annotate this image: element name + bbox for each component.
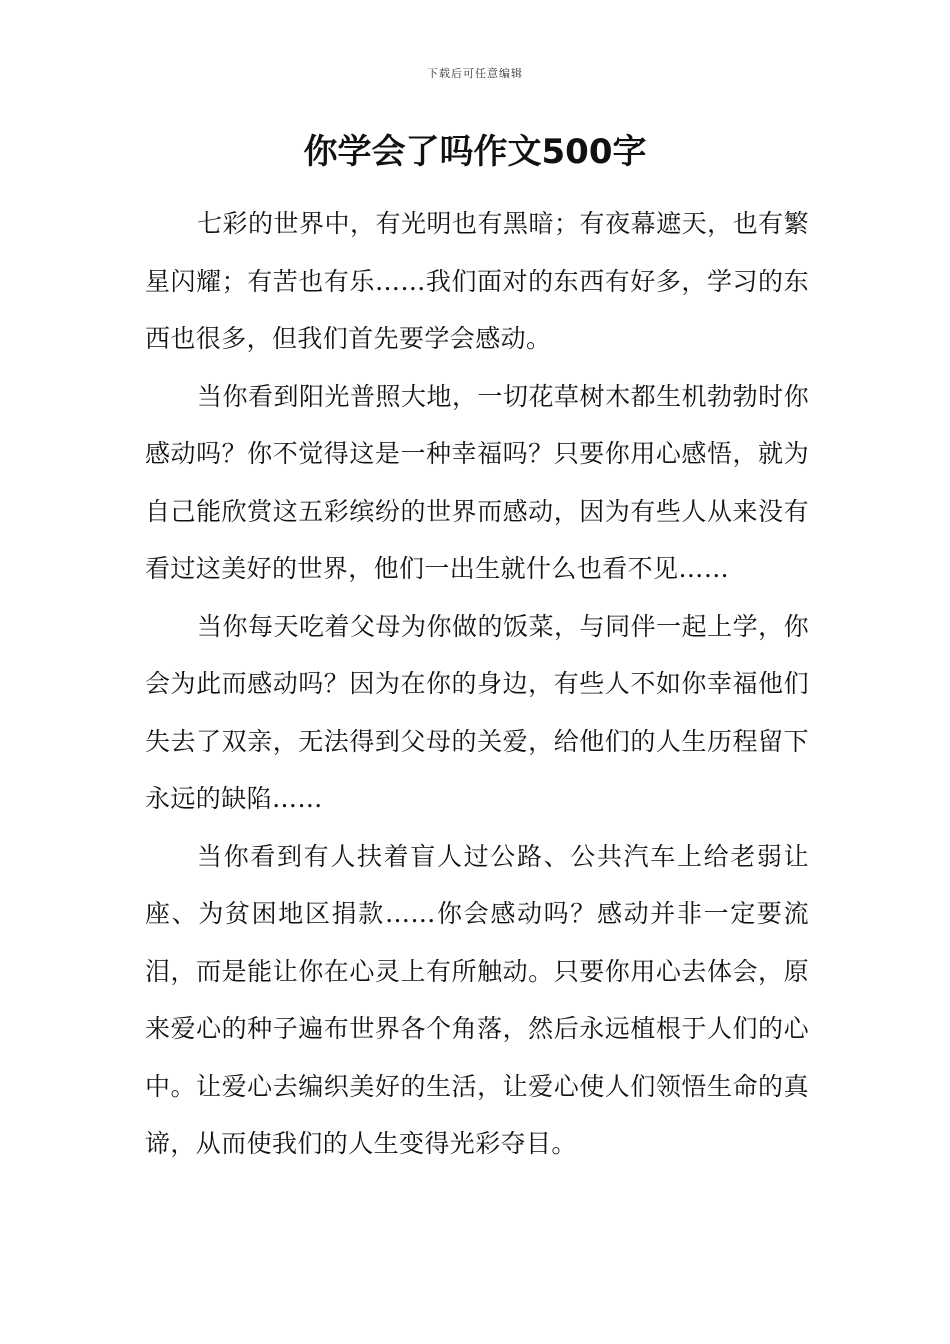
paragraph-4: 当你看到有人扶着盲人过公路、公共汽车上给老弱让座、为贫困地区捐款……你会感动吗？感动并非一定要流泪，而是能让你在心灵上有所触动。只要你用心去体会，原来爱心的种子遍布世界各个角落，然后永远植根于人们的心中。让爱心去编织美好的生活，让爱心使人们领悟生命的真谛，从而使我们的人生变得光彩夺目。 [145, 841, 809, 1158]
essay-body [145, 195, 809, 1173]
header-note: 下载后可任意编辑 [427, 67, 523, 80]
paragraph-3: 当你每天吃着父母为你做的饭菜，与同伴一起上学，你会为此而感动吗？因为在你的身边，有些人不如你幸福他们失去了双亲，无法得到父母的关爱，给他们的人生历程留下永远的缺陷…… [145, 611, 809, 813]
page-title: 你学会了吗作文500字 [303, 132, 647, 172]
paragraph-2: 当你看到阳光普照大地，一切花草树木都生机勃勃时你感动吗？你不觉得这是一种幸福吗？只要你用心感悟，就为自己能欣赏这五彩缤纷的世界而感动，因为有些人从来没有看过这美好的世界，他们一出生就什么也看不见…… [145, 381, 809, 583]
paragraph-1: 七彩的世界中，有光明也有黑暗；有夜幕遮天，也有繁星闪耀；有苦也有乐……我们面对的东西有好多，学习的东西也很多，但我们首先要学会感动。 [145, 209, 809, 353]
